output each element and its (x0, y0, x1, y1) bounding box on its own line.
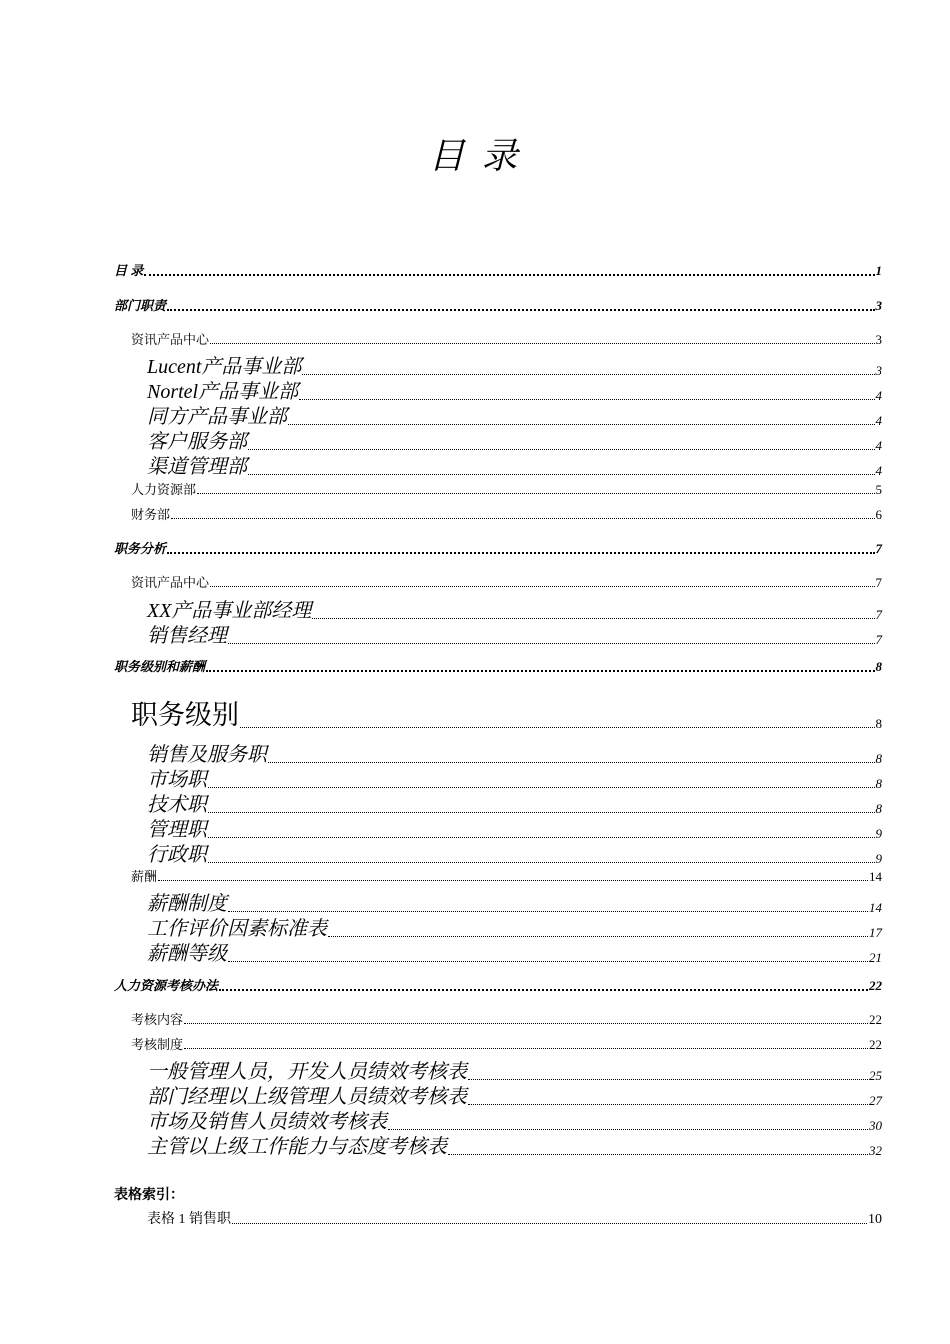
toc-entry[interactable] (147, 450, 882, 479)
toc-page: 32 (869, 1143, 882, 1158)
leader-dots (197, 492, 874, 494)
toc-label: 考核内容 (131, 1012, 184, 1027)
toc-entry[interactable] (114, 260, 882, 279)
leader-dots (208, 861, 875, 863)
toc-entry[interactable] (114, 975, 882, 994)
toc-entry[interactable] (147, 619, 882, 648)
leader-dots (144, 273, 874, 276)
toc-page: 21 (869, 950, 882, 965)
toc-entry[interactable] (131, 329, 882, 348)
toc-entry[interactable] (131, 479, 882, 498)
leader-dots (167, 308, 874, 311)
leader-dots (248, 473, 875, 475)
toc-label: 市场职 (147, 769, 207, 791)
toc-page: 8 (875, 801, 882, 816)
toc-entry[interactable] (131, 1009, 882, 1028)
toc-page: 4 (875, 463, 882, 478)
toc-entry[interactable] (131, 866, 882, 885)
toc-label: 人力资源部 (131, 482, 197, 497)
toc-label: 部门经理以上级管理人员绩效考核表 (147, 1086, 467, 1108)
toc-label: 表格 1 销售职 (147, 1212, 231, 1227)
toc-label: 财务部 (131, 507, 171, 522)
toc-entry[interactable] (147, 937, 882, 966)
toc-label: XX产品事业部经理 (147, 600, 312, 622)
leader-dots (210, 585, 874, 587)
leader-dots (228, 960, 868, 962)
toc-entry[interactable] (114, 538, 882, 557)
page-title: 目 录 (428, 136, 522, 176)
toc-page: 27 (869, 1093, 882, 1108)
toc-page: 8 (875, 716, 882, 731)
toc-label: 职务级别 (131, 700, 239, 730)
leader-dots (184, 1047, 868, 1049)
toc-label: 资讯产品中心 (131, 332, 210, 347)
toc-page: 8 (875, 659, 882, 674)
toc-label: 管理职 (147, 819, 207, 841)
toc-label: Lucent产品事业部 (147, 356, 302, 378)
toc-label: Nortel产品事业部 (147, 381, 299, 403)
toc-page: 8 (875, 751, 882, 766)
toc-label: 行政职 (147, 844, 207, 866)
toc-label: 市场及销售人员绩效考核表 (147, 1111, 387, 1133)
toc-page: 14 (869, 869, 882, 884)
toc-page: 14 (869, 900, 882, 915)
toc-label: 销售及服务职 (147, 744, 267, 766)
toc-page: 4 (875, 388, 882, 403)
toc-entry[interactable] (131, 1034, 882, 1053)
toc-entry[interactable] (131, 504, 882, 523)
leader-dots (184, 1022, 868, 1024)
toc-page: 5 (875, 482, 882, 497)
toc-page: 3 (875, 298, 882, 313)
toc-label: 薪酬制度 (147, 893, 227, 915)
toc-label: 销售经理 (147, 625, 227, 647)
leader-dots (232, 1222, 867, 1224)
toc-page: 7 (875, 575, 882, 590)
leader-dots (448, 1153, 868, 1155)
toc-page: 7 (875, 632, 882, 647)
toc-label: 职务分析 (114, 541, 167, 556)
leader-dots (158, 879, 868, 881)
toc-page: 1 (875, 263, 882, 278)
toc-entry[interactable] (147, 838, 882, 867)
leader-dots (219, 988, 868, 991)
toc-page: 8 (875, 776, 882, 791)
toc-entry[interactable] (147, 1130, 882, 1159)
leader-dots (210, 342, 874, 344)
toc-page: 10 (868, 1212, 882, 1227)
leader-dots (240, 726, 875, 728)
toc-label: 主管以上级工作能力与态度考核表 (147, 1136, 447, 1158)
toc-page: 25 (869, 1068, 882, 1083)
toc-page: 4 (875, 413, 882, 428)
leader-dots (228, 642, 875, 644)
toc-page: 7 (875, 607, 882, 622)
toc-label: 一般管理人员，开发人员绩效考核表 (147, 1061, 467, 1083)
toc-label: 客户服务部 (147, 431, 247, 453)
toc-label: 薪酬等级 (147, 943, 227, 965)
toc-page: 17 (869, 925, 882, 940)
toc-label: 工作评价因素标准表 (147, 918, 327, 940)
toc-page: 9 (875, 851, 882, 866)
toc-label: 技术职 (147, 794, 207, 816)
toc-label: 薪酬 (131, 869, 158, 884)
toc-label: 考核制度 (131, 1037, 184, 1052)
toc-page: 4 (875, 438, 882, 453)
tables-index-entry[interactable] (147, 1208, 882, 1228)
toc-page: 3 (875, 332, 882, 347)
toc-label: 职务级别和薪酬 (114, 659, 206, 674)
toc-label: 人力资源考核办法 (114, 978, 219, 993)
toc-page: 30 (869, 1118, 882, 1133)
toc-page: 9 (875, 826, 882, 841)
toc-page: 7 (875, 541, 882, 556)
toc-label: 渠道管理部 (147, 456, 247, 478)
toc-label: 同方产品事业部 (147, 406, 287, 428)
leader-dots (167, 551, 874, 554)
toc-entry[interactable] (131, 693, 882, 732)
toc-page: 22 (869, 1037, 882, 1052)
toc-label: 目 录 (114, 263, 144, 278)
leader-dots (171, 517, 874, 519)
toc-page: 3 (875, 363, 882, 378)
tables-index-heading: 表格索引： (114, 1188, 184, 1203)
toc-label: 资讯产品中心 (131, 575, 210, 590)
toc-entry[interactable] (131, 572, 882, 591)
toc-page: 22 (869, 978, 882, 993)
toc-page: 22 (869, 1012, 882, 1027)
toc-entry[interactable] (114, 656, 882, 675)
toc-label: 部门职责 (114, 298, 167, 313)
toc-page: 6 (875, 507, 882, 522)
toc-entry[interactable] (114, 295, 882, 314)
leader-dots (206, 669, 874, 672)
